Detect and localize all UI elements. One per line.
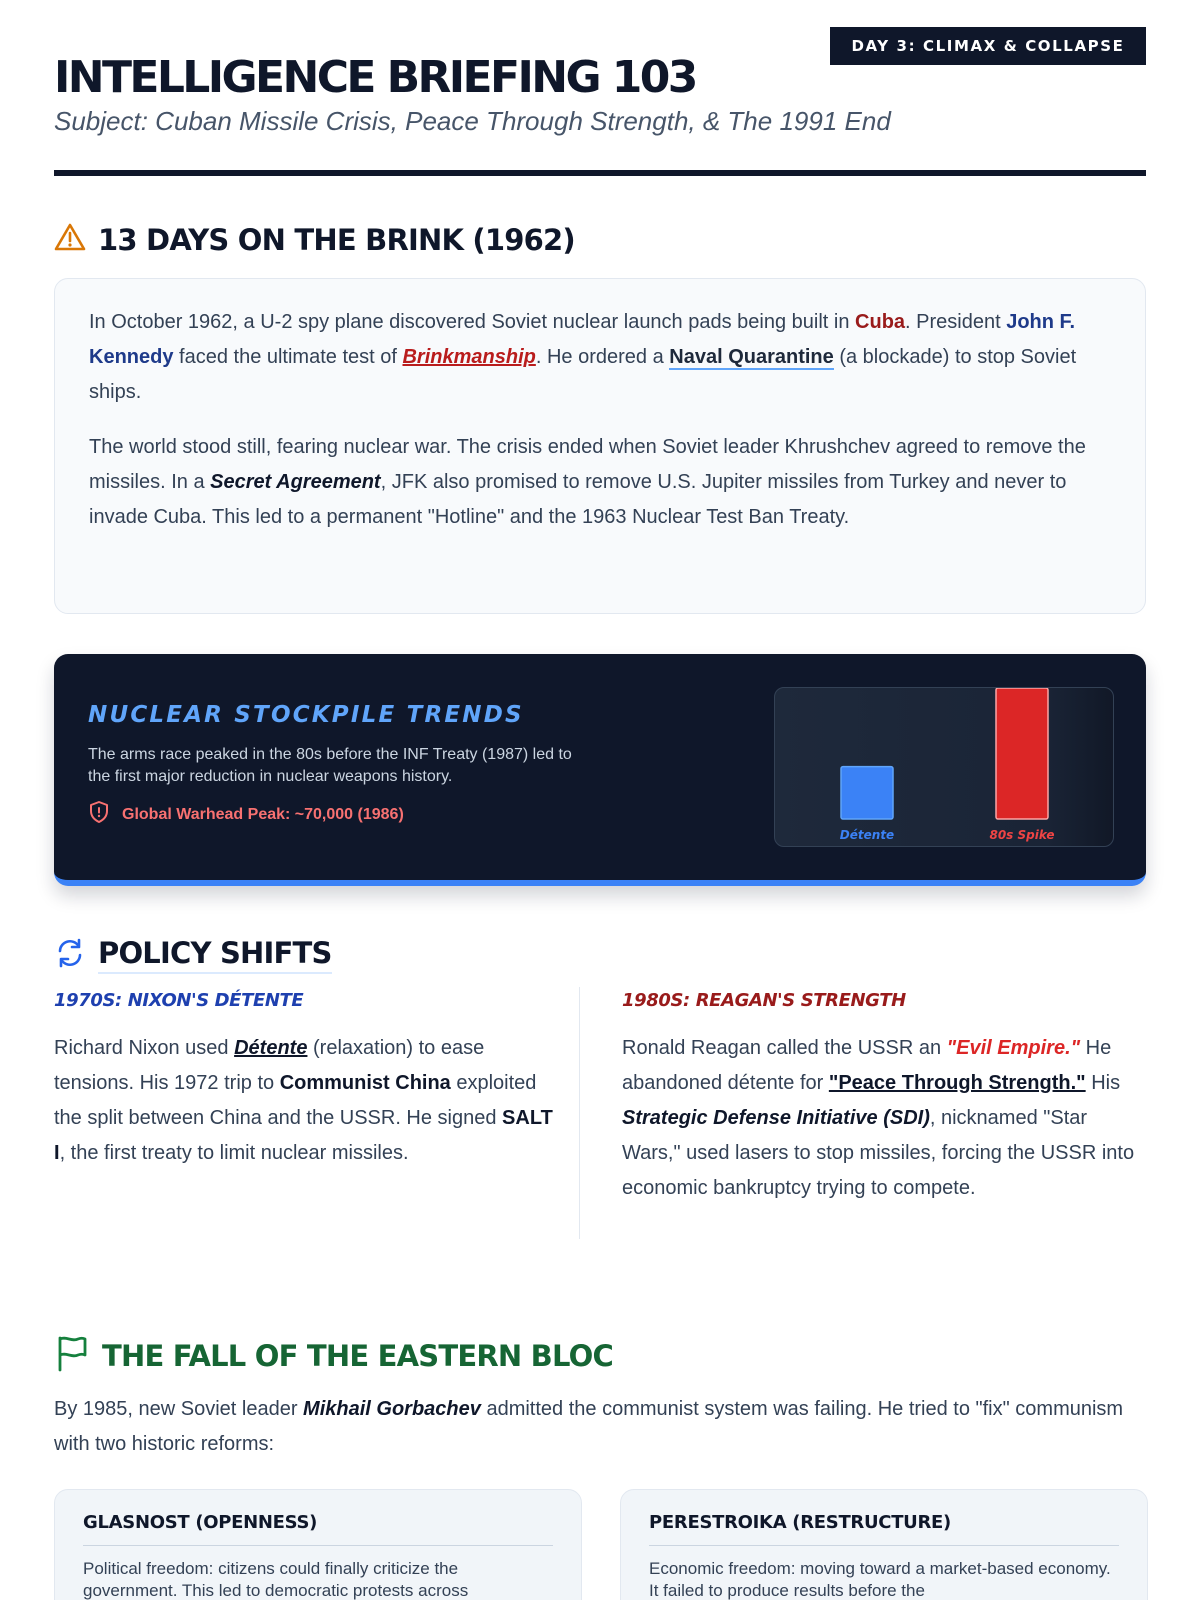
- gorbachev-term: Mikhail Gorbachev: [303, 1398, 481, 1420]
- communist-china-term: Communist China: [279, 1072, 451, 1094]
- brinkmanship-term: Brinkmanship: [402, 346, 536, 368]
- sdi-term: Strategic Defense Initiative (SDI): [622, 1107, 930, 1129]
- perestroika-card: [620, 1489, 1148, 1600]
- warhead-peak-text: Global Warhead Peak: ~70,000 (1986): [122, 805, 404, 823]
- reagan-column: [622, 990, 1146, 1206]
- stockpile-bar-chart: [775, 688, 1115, 848]
- salt-term: SALT I: [54, 1107, 553, 1164]
- bar-spike: [996, 688, 1048, 819]
- refresh-icon: [54, 937, 86, 974]
- nixon-column: [54, 990, 554, 1171]
- perestroika-title: PERESTROIKA (RESTRUCTURE): [649, 1512, 1119, 1546]
- stockpile-description: The arms race peaked in the 80s before the INF Treaty (1987) led to the first major reduction in nuclear weapons history.: [88, 746, 572, 785]
- bar-detente: [841, 767, 893, 819]
- crisis-section-heading: [54, 222, 575, 257]
- crisis-heading-text: 13 DAYS ON THE BRINK (1962): [98, 222, 575, 257]
- warhead-peak-stat: [88, 800, 404, 829]
- detente-term: Détente: [234, 1037, 308, 1059]
- crisis-card: [54, 278, 1146, 614]
- fall-heading-text: THE FALL OF THE EASTERN BLOC: [102, 1338, 613, 1373]
- reagan-heading: 1980S: REAGAN'S STRENGTH: [622, 990, 906, 1011]
- cuba-term: Cuba: [855, 311, 906, 333]
- peace-through-strength-term: "Peace Through Strength.": [828, 1072, 1086, 1094]
- glasnost-card: [54, 1489, 582, 1600]
- nixon-paragraph: Richard Nixon used Détente (relaxation) to ease tensions. His 1972 trip to Communist China exploited the split between China and the USSR. He signed SALT I, the first treaty to limit nuclear missiles.: [54, 1037, 553, 1164]
- fall-section-heading: [54, 1334, 613, 1377]
- policy-column-divider: [579, 987, 580, 1239]
- reagan-paragraph: Ronald Reagan called the USSR an "Evil Empire." He abandoned détente for "Peace Through Strength." His Strategic Defense Initiative (SDI), nicknamed "Star Wars," used lasers to stop missiles, forcing the USSR into economic bankruptcy trying to compete.: [622, 1037, 1135, 1199]
- page-subtitle: Subject: Cuban Missile Crisis, Peace Through Strength, & The 1991 End: [54, 106, 891, 136]
- crisis-paragraph-2: The world stood still, fearing nuclear war. The crisis ended when Soviet leader Khrushchev agreed to remove the missiles. In a Secret Agreement, JFK also promised to remove U.S. Jupiter missiles from Turkey and never to invade Cuba. This led to a permanent "Hotline" and the 1963 Nuclear Test Ban Treaty.: [89, 436, 1086, 528]
- glasnost-text: Political freedom: citizens could finally criticize the government. This led to democratic protests across: [83, 1559, 469, 1600]
- header-divider: [54, 170, 1146, 176]
- bar-label-detente: Détente: [839, 828, 895, 842]
- policy-heading-text: POLICY SHIFTS: [98, 936, 332, 974]
- bar-label-spike: 80s Spike: [989, 828, 1055, 842]
- nixon-heading: 1970S: NIXON'S DÉTENTE: [54, 990, 304, 1011]
- fall-intro-paragraph: By 1985, new Soviet leader Mikhail Gorbachev admitted the communist system was failing. He tried to "fix" communism with two historic reforms:: [54, 1398, 1124, 1455]
- secret-agreement-term: Secret Agreement: [210, 471, 381, 493]
- glasnost-title: GLASNOST (OPENNESS): [83, 1512, 553, 1546]
- stockpile-chart: [774, 687, 1114, 847]
- naval-quarantine-term: Naval Quarantine: [669, 346, 834, 368]
- page-title: INTELLIGENCE BRIEFING 103: [54, 52, 696, 103]
- policy-section-heading: [54, 936, 332, 974]
- perestroika-text: Economic freedom: moving toward a market-based economy. It failed to produce results before the: [649, 1559, 1111, 1600]
- stockpile-panel: [54, 654, 1146, 886]
- warning-icon: [54, 222, 86, 257]
- stockpile-title: NUCLEAR STOCKPILE TRENDS: [88, 702, 524, 728]
- jfk-term: John F. Kennedy: [89, 311, 1076, 368]
- evil-empire-term: "Evil Empire.": [946, 1037, 1081, 1059]
- day-badge: DAY 3: CLIMAX & COLLAPSE: [830, 27, 1146, 65]
- crisis-paragraph-1: In October 1962, a U-2 spy plane discovered Soviet nuclear launch pads being built in Cuba. President John F. Kennedy faced the ultimate test of Brinkmanship. He ordered a Naval Quarantine (a blockade) to stop Soviet ships.: [89, 311, 1077, 403]
- shield-alert-icon: [88, 800, 110, 829]
- flag-icon: [54, 1334, 90, 1377]
